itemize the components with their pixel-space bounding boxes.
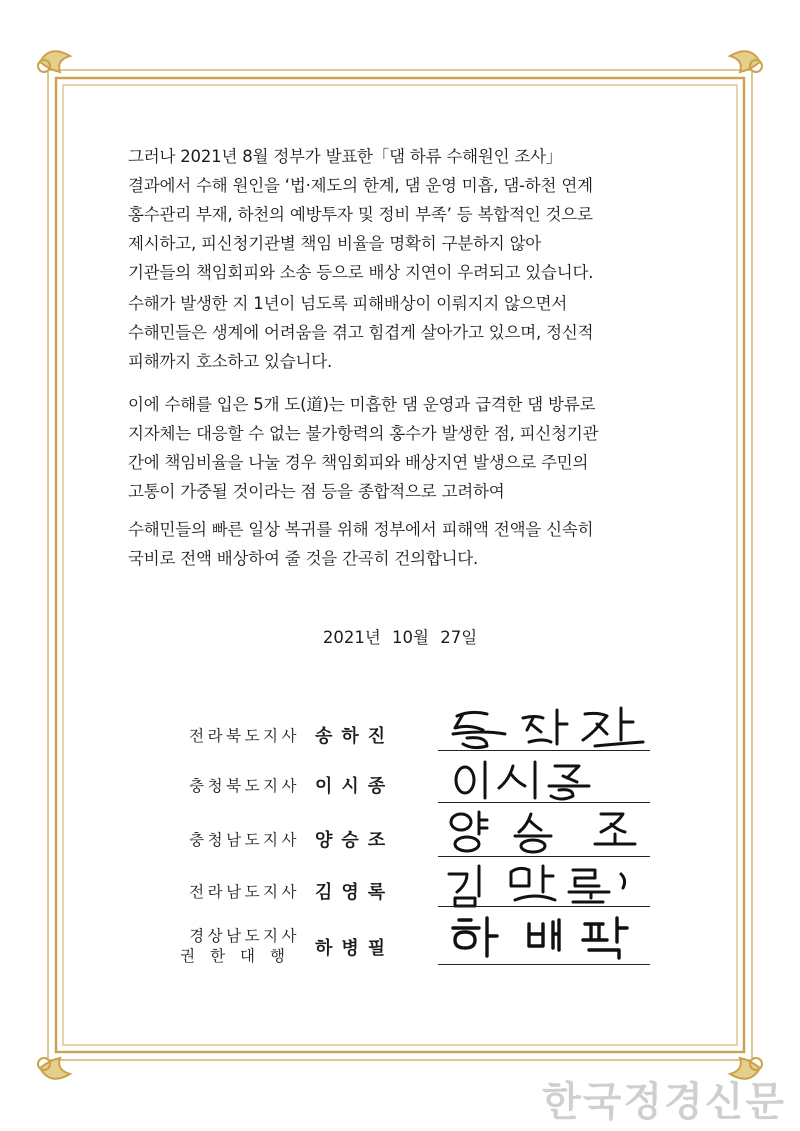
paragraph-1 — [128, 142, 688, 287]
handwritten-signature — [445, 914, 650, 962]
signatory-title-line: 권한대행 — [180, 947, 300, 965]
text-line: 제시하고, 피신청기관별 책임 비율을 명확히 구분하지 않아 — [128, 234, 542, 253]
signature-line — [438, 964, 650, 965]
signature-line — [438, 856, 650, 857]
signature-line — [438, 906, 650, 907]
paragraph-3 — [128, 390, 688, 506]
signatory-title: 전라북도지사 — [189, 727, 300, 745]
text-line: 국비로 전액 배상하여 줄 것을 간곡히 건의합니다. — [128, 549, 479, 568]
signatory-title: 충청북도지사 — [189, 777, 300, 795]
paragraph-4 — [128, 515, 688, 573]
signatory-name: 김영록 — [315, 882, 395, 903]
text-line: 홍수관리 부재, 하천의 예방투자 및 정비 부족’ 등 복합적인 것으로 — [128, 205, 593, 224]
handwritten-signature — [445, 808, 650, 856]
signatory-name: 하병필 — [315, 938, 395, 959]
text-line: 그러나 2021년 8월 정부가 발표한「댐 하류 수해원인 조사」 — [128, 147, 563, 166]
signature-line — [438, 802, 650, 803]
signatory-title: 전라남도지사 — [189, 883, 300, 901]
text-line: 기관들의 책임회피와 소송 등으로 배상 지연이 우려되고 있습니다. — [128, 263, 594, 282]
signatory-name: 이시종 — [315, 776, 395, 797]
signatory-title-line: 경상남도지사 — [189, 927, 300, 945]
signatory-row — [140, 712, 700, 762]
text-line: 피해까지 호소하고 있습니다. — [128, 352, 333, 371]
text-line: 간에 책임비율을 나눌 경우 책임회피와 배상지연 발생으로 주민의 — [128, 453, 589, 472]
text-line: 지자체는 대응할 수 없는 불가항력의 홍수가 발생한 점, 피신청기관 — [128, 424, 599, 443]
text-line: 이에 수해를 입은 5개 도(道)는 미흡한 댐 운영과 급격한 댐 방류로 — [128, 395, 596, 414]
signatory-row — [140, 922, 700, 982]
signature-line — [438, 750, 650, 751]
text-line: 고통이 가중될 것이라는 점 등을 종합적으로 고려하여 — [128, 482, 505, 501]
text-line: 수해가 발생한 지 1년이 넘도록 피해배상이 이뤄지지 않으면서 — [128, 294, 568, 313]
handwritten-signature — [445, 704, 650, 752]
handwritten-signature — [445, 756, 650, 804]
text-line: 결과에서 수해 원인을 ‘법·제도의 한계, 댐 운영 미흡, 댐-하천 연계 — [128, 176, 593, 195]
signatory-title — [140, 926, 300, 966]
signatory-name: 양승조 — [315, 830, 395, 851]
paragraph-2 — [128, 289, 688, 376]
handwritten-signature — [445, 862, 650, 910]
document-date: 2021년 10월 27일 — [322, 628, 478, 647]
signatory-name: 송하진 — [315, 726, 395, 747]
text-line: 수해민들의 빠른 일상 복귀를 위해 정부에서 피해액 전액을 신속히 — [128, 520, 594, 539]
text-line: 수해민들은 생계에 어려움을 겪고 힘겹게 살아가고 있으며, 정신적 — [128, 323, 594, 342]
signatory-title: 충청남도지사 — [189, 831, 300, 849]
publisher-watermark: 한국정경신문 — [542, 1078, 786, 1125]
